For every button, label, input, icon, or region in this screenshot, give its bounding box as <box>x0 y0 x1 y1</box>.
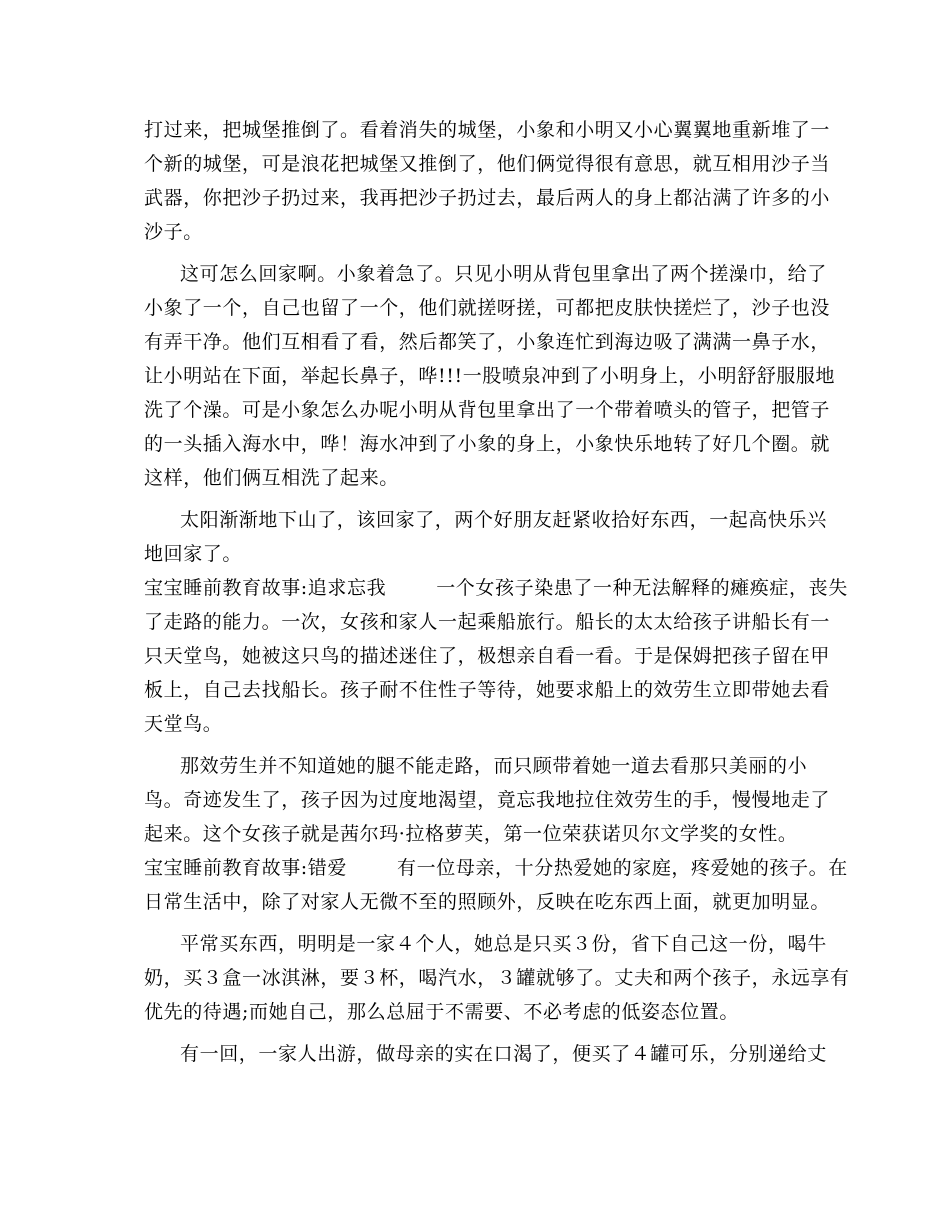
text-line: 有一回，一家人出游，做母亲的实在口渴了，便买了４罐可乐，分别递给丈 <box>180 1043 827 1065</box>
text-line: 起来。这个女孩子就是茜尔玛·拉格萝芙，第一位荣获诺贝尔文学奖的女性。 <box>144 823 798 845</box>
text-line: 奶，买３盒一冰淇淋，要３杯，喝汽水，３罐就够了。丈夫和两个孩子，永远享有 <box>144 967 850 989</box>
text-line: 只天堂鸟，她被这只鸟的描述迷住了，极想亲自看一看。于是保姆把孩子留在甲 <box>144 645 831 667</box>
story-title: 宝宝睡前教育故事:错爱 <box>144 857 348 879</box>
text-line: 一个女孩子染患了一种无法解释的瘫痪症，丧失 <box>436 577 848 599</box>
text-line: 有弄干净。他们互相看了看，然后都笑了，小象连忙到海边吸了满满一鼻子水， <box>144 331 831 353</box>
text-line: 板上，自己去找船长。孩子耐不住性子等待，她要求船上的效劳生立即带她去看 <box>144 679 831 701</box>
text-line: 太阳渐渐地下山了，该回家了，两个好朋友赶紧收拾好东西，一起高快乐兴 <box>180 509 827 531</box>
text-line: 有一位母亲，十分热爱她的家庭，疼爱她的孩子。在 <box>397 857 848 879</box>
text-line: 沙子。 <box>144 221 203 243</box>
text-line: 小象了一个，自己也留了一个，他们就搓呀搓，可都把皮肤快搓烂了，沙子也没 <box>144 297 831 319</box>
text-line: 这可怎么回家啊。小象着急了。只见小明从背包里拿出了两个搓澡巾，给了 <box>180 263 827 285</box>
story-heading-line <box>144 576 848 600</box>
text-line: 平常买东西，明明是一家４个人，她总是只买３份，省下自己这一份，喝牛 <box>180 933 827 955</box>
text-line: 了走路的能力。一次，女孩和家人一起乘船旅行。船长的太太给孩子讲船长有一 <box>144 611 831 633</box>
story-title: 宝宝睡前教育故事:追求忘我 <box>144 577 387 599</box>
text-line: 鸟。奇迹发生了，孩子因为过度地渴望，竟忘我地拉住效劳生的手，慢慢地走了 <box>144 789 831 811</box>
text-line: 让小明站在下面，举起长鼻子，哗!!!一股喷泉冲到了小明身上，小明舒舒服服地 <box>144 365 836 387</box>
text-line: 个新的城堡，可是浪花把城堡又推倒了，他们俩觉得很有意思，就互相用沙子当 <box>144 153 831 175</box>
story-heading-line <box>144 856 848 880</box>
text-line: 优先的待遇;而她自己，那么总屈于不需要、不必考虑的低姿态位置。 <box>144 1001 740 1023</box>
text-line: 的一头插入海水中，哗！海水冲到了小象的身上，小象快乐地转了好几个圈。就 <box>144 433 831 455</box>
text-line: 天堂鸟。 <box>144 713 223 735</box>
text-line: 这样，他们俩互相洗了起来。 <box>144 467 399 489</box>
text-line: 武器，你把沙子扔过来，我再把沙子扔过去，最后两人的身上都沾满了许多的小 <box>144 187 831 209</box>
text-line: 日常生活中，除了对家人无微不至的照顾外，反映在吃东西上面，就更加明显。 <box>144 891 831 913</box>
text-line: 那效劳生并不知道她的腿不能走路，而只顾带着她一道去看那只美丽的小 <box>180 755 808 777</box>
text-line: 打过来，把城堡推倒了。看着消失的城堡，小象和小明又小心翼翼地重新堆了一 <box>144 119 831 141</box>
text-line: 地回家了。 <box>144 543 243 565</box>
text-line: 洗了个澡。可是小象怎么办呢小明从背包里拿出了一个带着喷头的管子，把管子 <box>144 399 831 421</box>
